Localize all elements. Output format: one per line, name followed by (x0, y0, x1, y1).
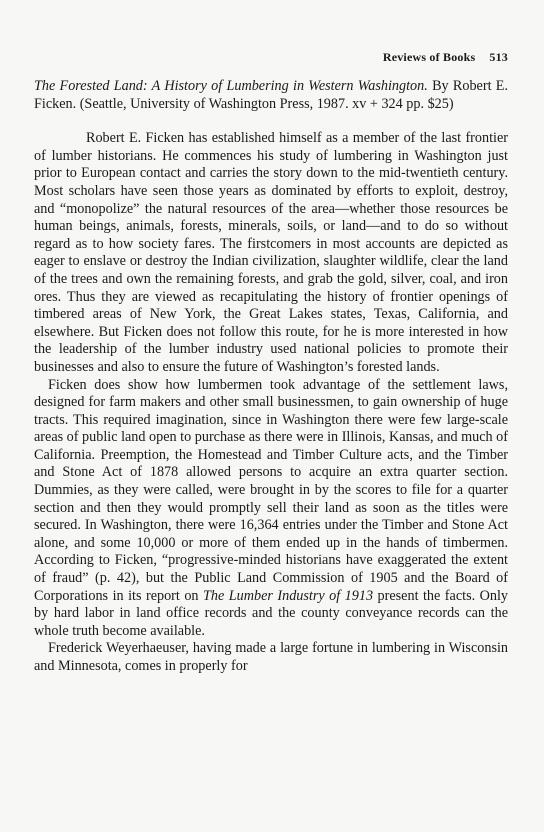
paragraph-2-text-a: Ficken does show how lumbermen took advantage of the settlement laws, designed for farm makers and other small businessmen, to gain ownership of huge tracts. This required imagination, since in Washington there were few large-scale areas of public land open to purchase as there were in Illinois, Kansas, and much of California. Preemption, the Homestead and Timber Culture acts, and the Timber and Stone Act of 1878 allowed persons to acquire an extra quarter section. Dummies, as they were called, were brought in by the scores to file for a quarter section and then they would promptly sell their land as soon as the titles were secured. In Washington, there were 16,364 entries under the Timber and Stone Act alone, and some 10,000 or more of them ended up in the hands of timbermen. According to Ficken, “progressive-minded historians have exaggerated the extent of fraud” (p. 42), but the Public Land Commission of 1905 and the Board of Corporations in its report on (34, 376, 508, 604)
book-title: The Forested Land: A History of Lumbering in Western Washington. (34, 78, 428, 94)
paragraph-2 (34, 377, 508, 641)
paragraph-3: Frederick Weyerhaeuser, having made a large fortune in lumbering in Wisconsin and Minnesota, comes in properly for (34, 640, 508, 674)
page-number: 513 (489, 50, 508, 64)
report-title: The Lumber Industry of 1913 (203, 587, 374, 604)
book-details: By Robert E. Ficken. (Seattle, University of Washington Press, 1987. xv + 324 pp. $25) (34, 78, 509, 112)
section-title: Reviews of Books (382, 50, 476, 64)
paragraph-2-text-b: present the facts. Only by hard labor in land office records and the county conveyance records can the whole truth become available. (34, 587, 508, 639)
running-head (383, 50, 508, 65)
book-citation (34, 78, 508, 113)
review-body (34, 78, 508, 676)
paragraph-1: Robert E. Ficken has established himself as a member of the last frontier of lumber historians. He commences his study of lumbering in Washington just prior to European contact and carries the story down to the mid-twentieth century. Most scholars have seen those years as dominated by efforts to exploit, destroy, and “monopolize” the natural resources of the area—whether those resources be human beings, animals, forests, minerals, soils, or land—and to do so without regard as to how society fares. The firstcomers in most accounts are depicted as eager to enslave or destroy the Indian civilization, slaughter wildlife, clear the land of the trees and own the remaining forests, and grab the gold, silver, coal, and iron ores. Thus they are viewed as recapitulating the history of frontier openings of timbered areas of New York, the Great Lakes states, Texas, California, and elsewhere. But Ficken does not follow this route, for he is more interested in how the leadership of the lumber industry used national policies to promote their businesses and also to ensure the future of Washington’s forested lands. (34, 130, 508, 375)
